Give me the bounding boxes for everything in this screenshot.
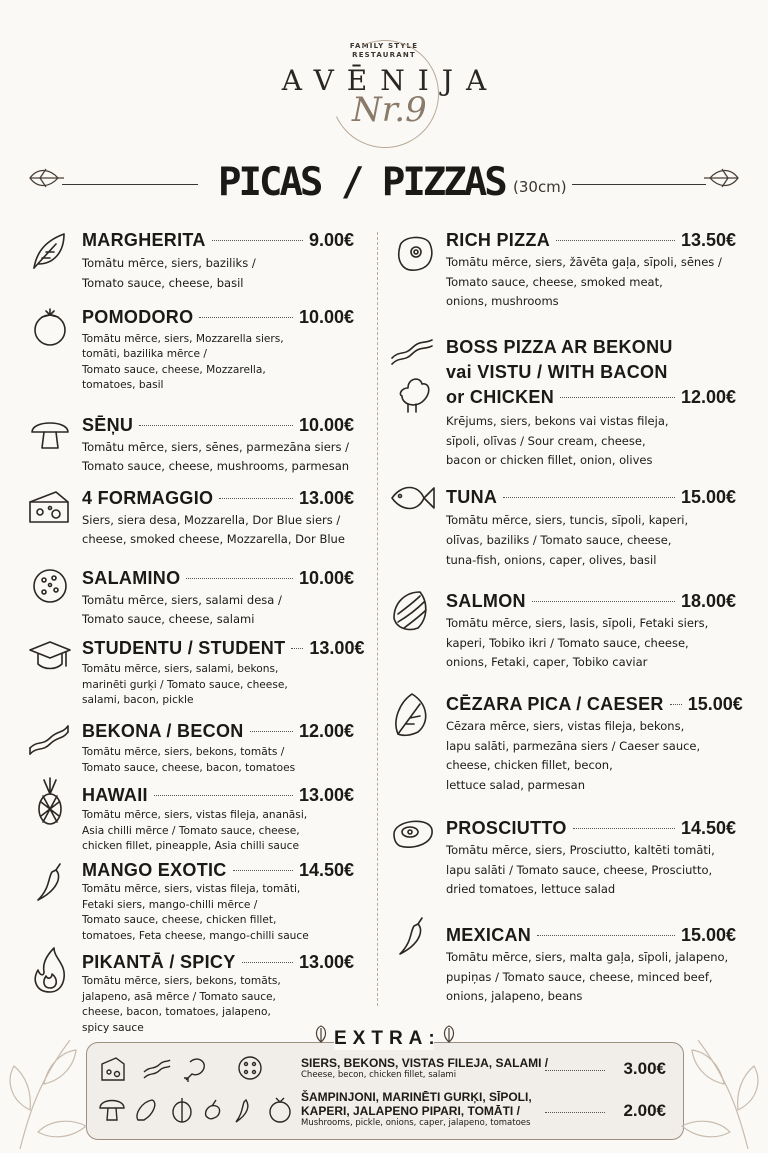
tagline-line-2: RESTAURANT (352, 51, 416, 59)
salmon-icon (390, 588, 436, 634)
menu-item-mango-exotic: MANGO EXOTIC 14.50€ Tomātu mērce, siers, vistas fileja, tomāti, Fetaki siers, mango-chilli mērce / Tomato sauce, cheese, chicken fillet, tomatoes, Feta cheese, mango-chilli sauce (82, 860, 354, 942)
item-name: SĒŅU (82, 415, 134, 435)
extra-title: EXTRA: (334, 1028, 441, 1049)
menu-item-margherita: MARGHERITA 9.00€ Tomātu mērce, siers, baziliks / Tomato sauce, cheese, basil (82, 230, 354, 290)
menu-item-tuna: TUNA 15.00€ Tomātu mērce, siers, tuncis, sīpoli, kaperi, olīvas, baziliks / Tomato sauce, cheese, tuna-fish, onions, caper, olives, basil (446, 487, 736, 567)
item-name: PROSCIUTTO (446, 818, 567, 838)
tomato-icon (28, 305, 72, 349)
item-name: CĒZARA PICA / CAESER (446, 694, 664, 714)
menu-item-4-formaggio: 4 FORMAGGIO 13.00€ Siers, siera desa, Mozzarella, Dor Blue siers / cheese, smoked cheese, Mozzarella, Dor Blue (82, 488, 354, 546)
title-rule-right (572, 184, 706, 185)
title-rule-left (62, 184, 198, 185)
item-name: HAWAII (82, 785, 148, 805)
item-name: PIKANTĀ / SPICY (82, 952, 236, 972)
fire-icon (28, 944, 72, 996)
item-name-line-2: vai VISTU / WITH BACON (446, 362, 668, 382)
menu-item-studentu: STUDENTU / STUDENT 13.00€ Tomātu mērce, siers, salami, bekons, marinēti gurķi / Tomato sauce, cheese, salami, bacon, pickle (82, 638, 365, 706)
basil-leaf-icon (28, 228, 72, 272)
menu-item-salamino: SALAMINO 10.00€ Tomātu mērce, siers, salami desa / Tomato sauce, cheese, salami (82, 568, 354, 626)
menu-item-prosciutto: PROSCIUTTO 14.50€ Tomātu mērce, siers, Prosciutto, kaltēti tomāti, lapu salāti / Tomato sauce, cheese, Prosciutto, dried tomatoes, lettuce salad (446, 818, 736, 896)
item-name: STUDENTU / STUDENT (82, 638, 286, 658)
menu-item-cezara: CĒZARA PICA / CAESER 15.00€ Cēzara mērce, siers, vistas fileja, bekons, lapu salāti, parmezāna siers / Caeser sauce, cheese, chicken fillet, becon, lettuce salad, parmesan (446, 694, 743, 792)
item-name: SALMON (446, 591, 526, 611)
chili-pepper-icon (30, 860, 70, 904)
item-name: SALAMINO (82, 568, 181, 588)
menu-item-mexican: MEXICAN 15.00€ Tomātu mērce, siers, malta gaļa, sīpoli, jalapeno, pupiņas / Tomato sauce, cheese, minced beef, onions, jalapeno, beans (446, 925, 736, 1003)
menu-item-rich-pizza: RICH PIZZA 13.50€ Tomātu mērce, siers, žāvēta gaļa, sīpoli, sēnes / Tomato sauce, cheese, smoked meat, onions, mushrooms (446, 230, 736, 308)
item-name: MANGO EXOTIC (82, 860, 227, 880)
item-price: 9.00€ (308, 230, 354, 250)
item-price: 18.00€ (680, 591, 736, 611)
cheese-icon (26, 484, 72, 528)
item-price: 13.00€ (298, 488, 354, 508)
corner-foliage-right-icon (678, 1000, 768, 1153)
salami-icon (236, 1054, 264, 1086)
item-price: 10.00€ (298, 307, 354, 327)
item-price: 13.50€ (680, 230, 736, 250)
left-ornament-icon (24, 163, 64, 197)
item-name: BEKONA / BECON (82, 721, 244, 741)
column-divider (377, 232, 378, 1006)
bacon-icon (26, 714, 72, 758)
item-name: MEXICAN (446, 925, 532, 945)
extra-row-name: ŠAMPINJONI, MARINĒTI GURĶI, SĪPOLI, KAPERI, JALAPENO PIPARI, TOMĀTI / (301, 1090, 532, 1118)
mushroom-icon (28, 410, 72, 454)
lettuce-icon (390, 690, 434, 738)
item-name: POMODORO (82, 307, 194, 327)
menu-item-bekona: BEKONA / BECON 12.00€ Tomātu mērce, siers, bekons, tomāts / Tomato sauce, cheese, bacon, tomatoes (82, 721, 354, 774)
menu-item-boss-pizza: BOSS PIZZA AR BEKONU vai VISTU / WITH BACON or CHICKEN 12.00€ Krējums, siers, bekons vai vistas fileja, sīpoli, olīvas / Sour cream, cheese, bacon or chicken fillet, onion, olives (446, 337, 736, 467)
item-name: 4 FORMAGGIO (82, 488, 214, 508)
extra-row-sub: Cheese, becon, chicken fillet, salami (301, 1070, 457, 1080)
item-price: 15.00€ (680, 925, 736, 945)
corner-foliage-left-icon (0, 1000, 90, 1153)
ham-icon (390, 812, 436, 852)
extra-row-price: 3.00€ (623, 1059, 666, 1078)
bacon-chicken-icon (388, 338, 438, 414)
item-name-line-3: or CHICKEN (446, 387, 555, 407)
steak-icon (392, 230, 438, 276)
extra-icons-row-1 (100, 1052, 220, 1088)
item-name: TUNA (446, 487, 498, 507)
item-price: 14.50€ (298, 860, 354, 880)
item-price: 15.00€ (687, 694, 743, 714)
menu-item-hawaii: HAWAII 13.00€ Tomātu mērce, siers, vistas fileja, ananāsi, Asia chilli mērce / Tomato sauce, cheese, chicken fillet, pineapple, Asia chilli sauce (82, 785, 354, 852)
item-price: 10.00€ (298, 415, 354, 435)
pizza-size: (30cm) (513, 178, 567, 196)
item-name-line-1: BOSS PIZZA AR BEKONU (446, 337, 673, 357)
fish-icon (388, 480, 436, 516)
pineapple-icon (30, 776, 70, 826)
extra-leaf-right-icon (440, 1024, 458, 1048)
right-ornament-icon (704, 163, 744, 197)
item-price: 12.00€ (680, 387, 736, 407)
item-price: 14.50€ (680, 818, 736, 838)
graduation-cap-icon (28, 634, 72, 678)
menu-item-pomodoro: POMODORO 10.00€ Tomātu mērce, siers, Mozzarella siers, tomāti, bazilika mērce / Tomato sauce, cheese, Mozzarella, tomatoes, basil (82, 307, 354, 391)
item-price: 13.00€ (309, 638, 365, 658)
tagline-line-1: FAMILY STYLE (349, 42, 419, 50)
extra-icons-row-2 (98, 1094, 294, 1130)
menu-item-senu: SĒŅU 10.00€ Tomātu mērce, siers, sēnes, parmezāna siers / Tomato sauce, cheese, mushrooms, parmesan (82, 415, 354, 473)
extra-row-name: SIERS, BEKONS, VISTAS FILEJA, SALAMI / (301, 1056, 549, 1070)
item-price: 15.00€ (680, 487, 736, 507)
menu-item-pikanta: PIKANTĀ / SPICY 13.00€ Tomātu mērce, siers, bekons, tomāts, jalapeno, asā mērce / Tomato sauce, cheese, bacon, tomatoes, jalapeno, spicy sauce (82, 952, 354, 1034)
brand-name: AVĒNIJA (281, 64, 500, 97)
chili-pepper-icon (392, 914, 432, 958)
extra-row-1 (301, 1056, 666, 1081)
item-price: 10.00€ (298, 568, 354, 588)
item-price: 12.00€ (298, 721, 354, 741)
menu-item-salmon: SALMON 18.00€ Tomātu mērce, siers, lasis, sīpoli, Fetaki siers, kaperi, Tobiko ikri / Tomato sauce, cheese, onions, Fetaki, caper, Tobiko caviar (446, 591, 736, 669)
item-price: 13.00€ (298, 785, 354, 805)
item-name: RICH PIZZA (446, 230, 550, 250)
extra-row-2 (301, 1090, 666, 1129)
extra-row-sub: Mushrooms, pickle, onions, caper, jalapeno, tomatoes (301, 1118, 531, 1128)
salami-icon (28, 564, 72, 608)
extra-leaf-left-icon (312, 1024, 330, 1048)
page-title: PICAS / PIZZAS (218, 160, 505, 205)
extra-row-price: 2.00€ (623, 1101, 666, 1120)
item-name: MARGHERITA (82, 230, 206, 250)
item-price: 13.00€ (298, 952, 354, 972)
brand-mark: Nr.9 (352, 90, 427, 130)
